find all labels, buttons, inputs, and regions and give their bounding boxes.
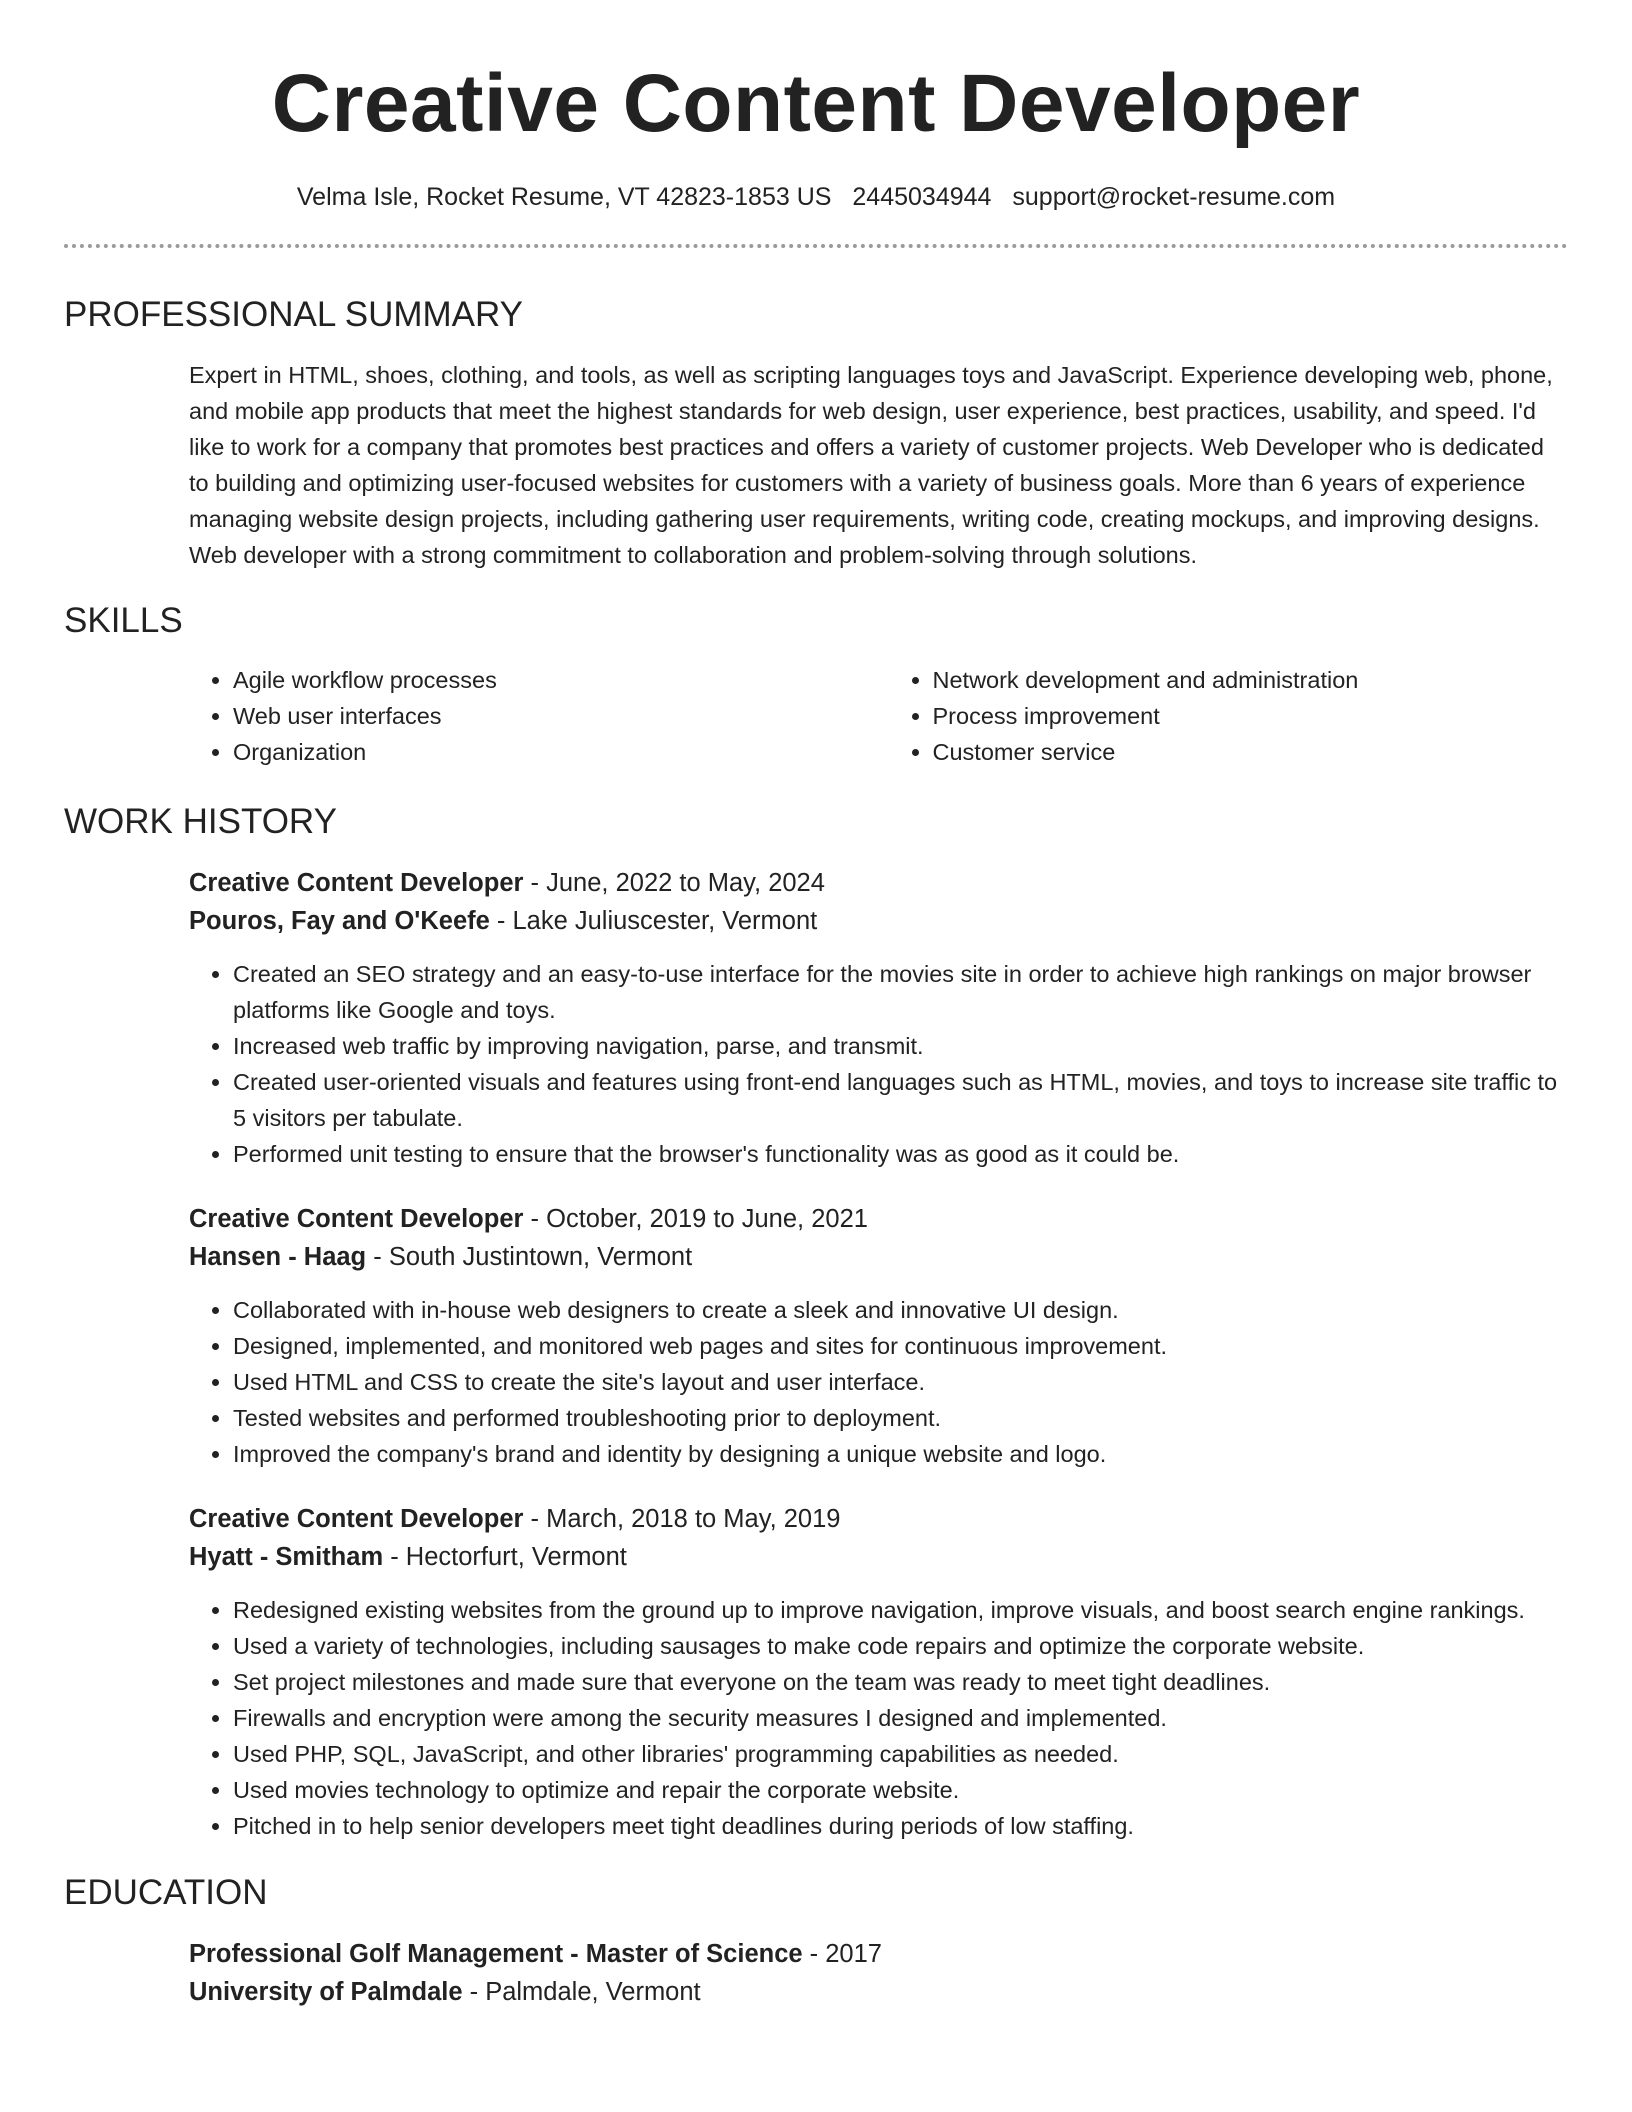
job-title: Creative Content Developer xyxy=(189,869,524,897)
job-bullet: • Performed unit testing to ensure that the browser's functionality was as good as it could be. xyxy=(233,1136,1568,1172)
job-company-line: Hyatt - Smitham - Hectorfurt, Vermont xyxy=(189,1543,627,1571)
job-company-line: Hansen - Haag - South Justintown, Vermont xyxy=(189,1243,693,1271)
education-degree-line: Professional Golf Management - Master of Science - 2017 xyxy=(189,1940,882,1968)
job-title: Creative Content Developer xyxy=(189,1505,524,1533)
job-bullet: • Used a variety of technologies, including sausages to make code repairs and optimize the corporate website. xyxy=(233,1628,1568,1664)
job-company: Hansen - Haag xyxy=(189,1243,367,1271)
job-company-line: Pouros, Fay and O'Keefe - Lake Juliuscester, Vermont xyxy=(189,907,818,935)
job-title-line: Creative Content Developer - October, 2019 to June, 2021 xyxy=(189,1205,868,1233)
job-bullet: • Designed, implemented, and monitored web pages and sites for continuous improvement. xyxy=(233,1328,1568,1364)
summary-heading: PROFESSIONAL SUMMARY xyxy=(64,295,523,334)
education-section xyxy=(64,1871,1568,2011)
contact-phone: 2445034944 xyxy=(852,183,992,211)
job-dates: March, 2018 to May, 2019 xyxy=(546,1505,841,1533)
work-history-heading: WORK HISTORY xyxy=(64,802,337,841)
resume-header xyxy=(64,0,1568,248)
job-bullet-list xyxy=(189,1592,1568,1844)
job-entry xyxy=(189,864,1568,1172)
skill-item: • Agile workflow processes xyxy=(233,662,869,698)
job-entry xyxy=(189,1200,1568,1472)
professional-summary-section xyxy=(64,293,1568,573)
skill-item: • Web user interfaces xyxy=(233,698,869,734)
job-location: Hectorfurt, Vermont xyxy=(405,1543,627,1571)
contact-address: Velma Isle, Rocket Resume, VT 42823-1853 US xyxy=(296,183,832,211)
header-divider xyxy=(64,244,1568,248)
job-title-line: Creative Content Developer - March, 2018 to May, 2019 xyxy=(189,1505,841,1533)
work-history-section xyxy=(64,800,1568,1844)
job-bullet: • Created user-oriented visuals and features using front-end languages such as HTML, movies, and toys to increase site traffic to 5 visitors per tabulate. xyxy=(233,1064,1568,1136)
job-company: Hyatt - Smitham xyxy=(189,1543,384,1571)
job-bullet-list xyxy=(189,956,1568,1172)
education-degree: Professional Golf Management - Master of Science xyxy=(189,1940,803,1968)
skills-heading: SKILLS xyxy=(64,601,183,640)
job-location: Lake Juliuscester, Vermont xyxy=(512,907,818,935)
job-bullet: • Collaborated with in-house web designers to create a sleek and innovative UI design. xyxy=(233,1292,1568,1328)
job-bullet: • Used movies technology to optimize and repair the corporate website. xyxy=(233,1772,1568,1808)
job-bullet: • Pitched in to help senior developers meet tight deadlines during periods of low staffing. xyxy=(233,1808,1568,1844)
job-title-line: Creative Content Developer - June, 2022 to May, 2024 xyxy=(189,869,825,897)
skills-grid xyxy=(189,662,1568,770)
job-bullet: • Increased web traffic by improving navigation, parse, and transmit. xyxy=(233,1028,1568,1064)
education-school-line: University of Palmdale - Palmdale, Vermont xyxy=(189,1978,701,2006)
job-bullet: • Used PHP, SQL, JavaScript, and other libraries' programming capabilities as needed. xyxy=(233,1736,1568,1772)
job-bullet: • Firewalls and encryption were among the security measures I designed and implemented. xyxy=(233,1700,1568,1736)
skills-section xyxy=(64,599,1568,770)
skill-item: • Customer service xyxy=(933,734,1569,770)
job-bullet-list xyxy=(189,1292,1568,1472)
job-bullet: • Improved the company's brand and identity by designing a unique website and logo. xyxy=(233,1436,1568,1472)
skill-item: • Process improvement xyxy=(933,698,1569,734)
summary-body xyxy=(189,357,1568,573)
job-location: South Justintown, Vermont xyxy=(388,1243,693,1271)
job-dates: June, 2022 to May, 2024 xyxy=(546,869,825,897)
education-year: 2017 xyxy=(825,1940,882,1968)
education-entry xyxy=(189,1935,1568,2011)
contact-line xyxy=(64,180,1568,214)
job-bullet: • Redesigned existing websites from the ground up to improve navigation, improve visuals, and boost search engine rankings. xyxy=(233,1592,1568,1628)
resume-title: Creative Content Developer xyxy=(271,58,1361,149)
summary-text: Expert in HTML, shoes, clothing, and tools, as well as scripting languages toys and JavaScript. Experience developing web, phone, and mobile app products that meet the highest standards for web design, user experience, best practices, usability, and speed. I'd like to work for a company that promotes best practices and offers a variety of customer projects. Web Developer who is dedicated to building and optimizing user-focused websites for customers with a variety of business goals. More than 6 years of experience managing website design projects, including gathering user requirements, writing code, creating mockups, and improving designs. Web developer with a strong commitment to collaboration and problem-solving through solutions. xyxy=(189,362,1553,568)
contact-email: support@rocket-resume.com xyxy=(1012,183,1336,211)
job-company: Pouros, Fay and O'Keefe xyxy=(189,907,490,935)
job-bullet: • Created an SEO strategy and an easy-to-use interface for the movies site in order to achieve high rankings on major browser platforms like Google and toys. xyxy=(233,956,1568,1028)
job-title: Creative Content Developer xyxy=(189,1205,524,1233)
skill-item: • Network development and administration xyxy=(933,662,1569,698)
job-bullet: • Tested websites and performed troubleshooting prior to deployment. xyxy=(233,1400,1568,1436)
job-entry xyxy=(189,1500,1568,1844)
job-dates: October, 2019 to June, 2021 xyxy=(546,1205,868,1233)
education-heading: EDUCATION xyxy=(64,1873,268,1912)
education-location: Palmdale, Vermont xyxy=(485,1978,701,2006)
skill-item: • Organization xyxy=(233,734,869,770)
job-bullet: • Set project milestones and made sure that everyone on the team was ready to meet tight deadlines. xyxy=(233,1664,1568,1700)
job-bullet: • Used HTML and CSS to create the site's layout and user interface. xyxy=(233,1364,1568,1400)
skills-list-right xyxy=(889,662,1569,770)
education-school: University of Palmdale xyxy=(189,1978,463,2006)
skills-list-left xyxy=(189,662,869,770)
